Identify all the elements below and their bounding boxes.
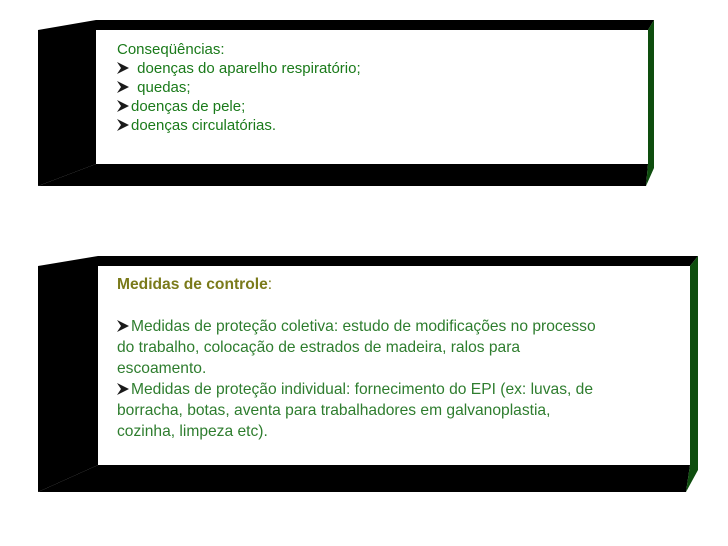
arrow-bullet-icon <box>117 118 129 132</box>
control-measures-heading-line: Medidas de controle: <box>117 276 273 293</box>
arrow-bullet-icon <box>117 319 129 333</box>
box1-left-face <box>38 30 96 186</box>
arrow-bullet-icon <box>117 382 129 396</box>
box2-top-face <box>38 256 698 266</box>
box1-top-face <box>38 20 654 30</box>
control-measure-item: Medidas de proteção coletiva: estudo de modificações no processo do trabalho, colocação de estrados de madeira, ralos para escoamento. <box>117 318 596 377</box>
control-measure-item: Medidas de proteção individual: fornecimento do EPI (ex: luvas, de borracha, botas, aventa para trabalhadores em galvanoplastia, cozinha, limpeza etc). <box>117 381 594 440</box>
box2-bottom-face <box>38 465 690 492</box>
consequence-item: quedas; <box>117 78 361 97</box>
consequences-text <box>117 40 361 135</box>
box2-left-face <box>38 266 98 492</box>
consequence-item: doenças de pele; <box>117 97 361 116</box>
consequences-title: Conseqüências: <box>117 41 225 58</box>
consequence-item: doenças do aparelho respiratório; <box>117 59 361 78</box>
arrow-bullet-icon <box>117 80 129 94</box>
arrow-bullet-icon <box>117 99 129 113</box>
consequence-item: doenças circulatórias. <box>117 116 361 135</box>
arrow-bullet-icon <box>117 61 129 75</box>
box1-bottom-face <box>38 164 648 186</box>
control-measures-heading: Medidas de controle <box>117 276 268 293</box>
control-measures-text <box>117 274 687 442</box>
